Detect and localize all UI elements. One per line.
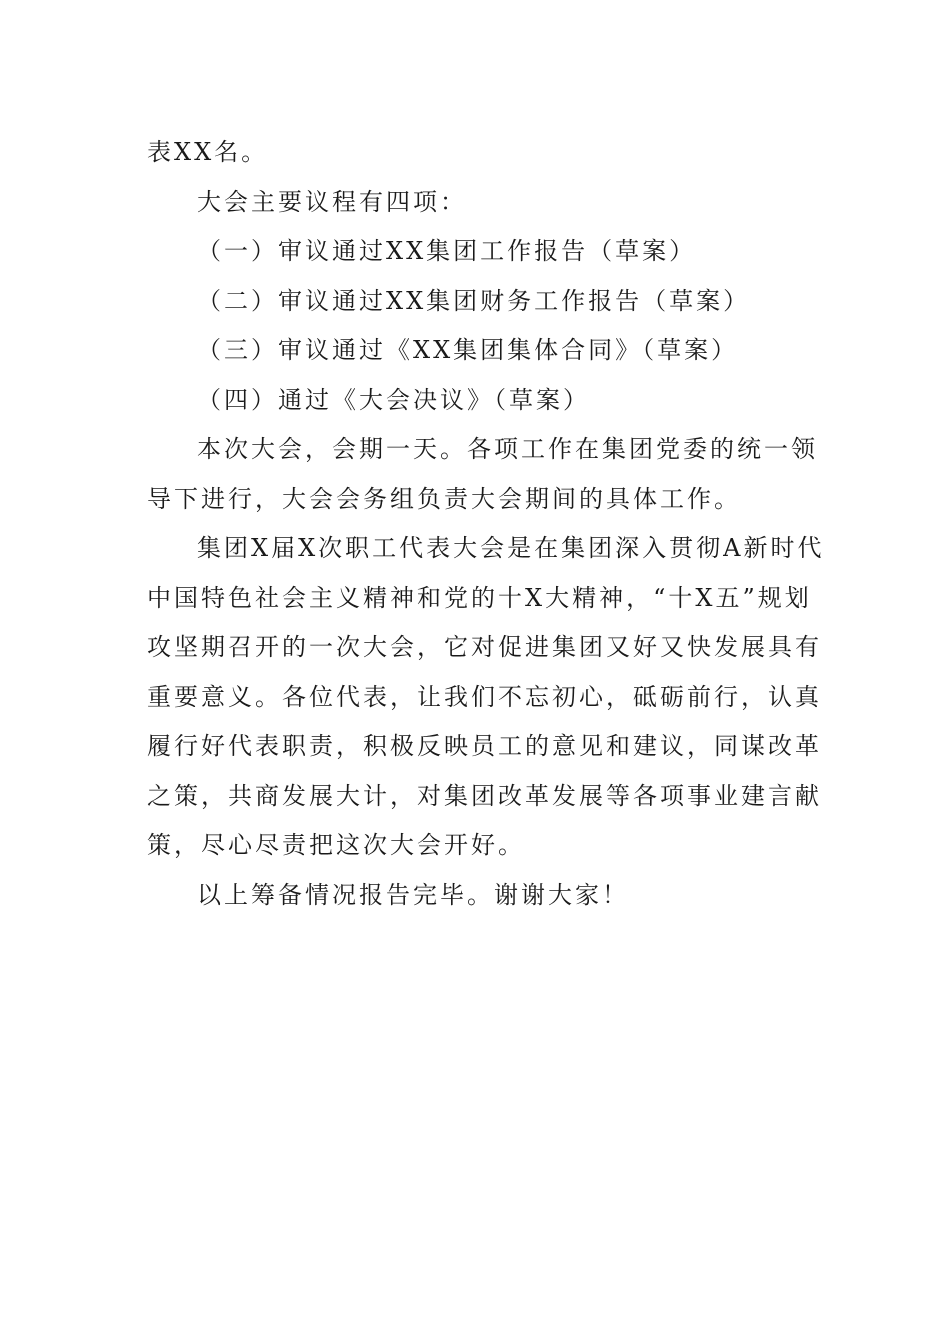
closing-line: 以上筹备情况报告完毕。谢谢大家！ <box>197 880 629 909</box>
paragraph-line: 本次大会，会期一天。各项工作在集团党委的统一领 <box>197 435 818 463</box>
paragraph-line: 策，尽心尽责把这次大会开好。 <box>147 831 525 859</box>
agenda-item-4: （四）通过《大会决议》（草案） <box>197 385 590 414</box>
paragraph-line: 集团X届X次职工代表大会是在集团深入贯彻A新时代 <box>197 534 825 562</box>
agenda-item-3: （三）审议通过《XX集团集体合同》（草案） <box>197 336 739 364</box>
paragraph-line: 中国特色社会主义精神和党的十X大精神，“十X五”规划 <box>147 583 812 612</box>
paragraph-line: 攻坚期召开的一次大会，它对促进集团又好又快发展具有 <box>147 633 822 661</box>
agenda-intro: 大会主要议程有四项： <box>197 187 467 216</box>
paragraph-line: 履行好代表职责，积极反映员工的意见和建议，同谋改革 <box>147 732 822 760</box>
agenda-item-1: （一）审议通过XX集团工作报告（草案） <box>197 237 697 265</box>
paragraph-line: 重要意义。各位代表，让我们不忘初心，砥砺前行，认真 <box>147 682 822 711</box>
paragraph-line: 导下进行，大会会务组负责大会期间的具体工作。 <box>147 484 741 513</box>
paragraph-line: 表XX名。 <box>147 138 269 166</box>
agenda-item-2: （二）审议通过XX集团财务工作报告（草案） <box>197 286 751 315</box>
document-body <box>147 128 825 920</box>
paragraph-line: 之策，共商发展大计，对集团改革发展等各项事业建言献 <box>147 781 822 810</box>
